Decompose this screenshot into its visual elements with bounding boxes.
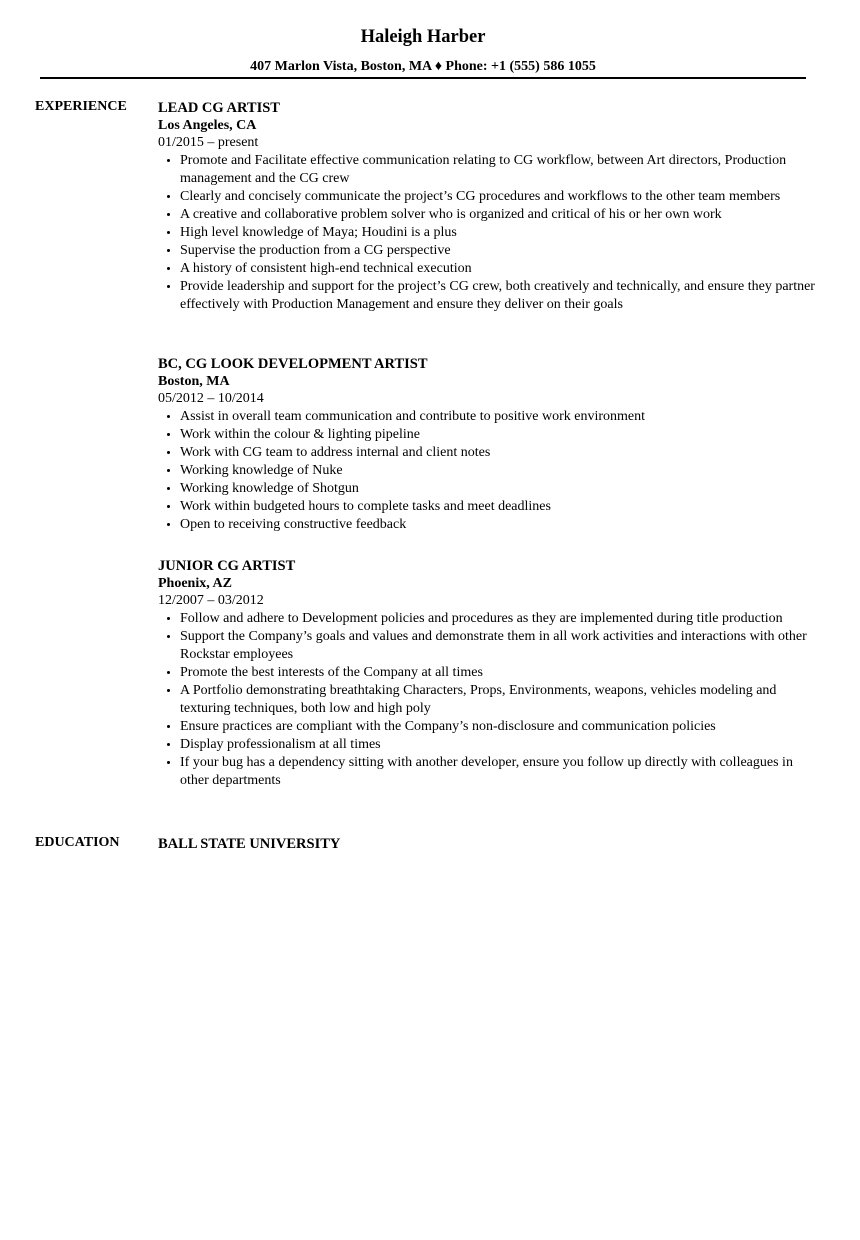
header-divider [40, 77, 806, 79]
job-entry [158, 557, 818, 790]
job-bullet: • If your bug has a dependency sitting with another developer, ensure you follow up directly with colleagues in other departments [180, 754, 818, 790]
experience-section-label: EXPERIENCE [35, 99, 127, 114]
job-bullet: • Supervise the production from a CG perspective [180, 242, 818, 260]
job-bullet: • Work within the colour & lighting pipeline [180, 426, 818, 444]
job-bullet: • Provide leadership and support for the project’s CG crew, both creatively and technically, and ensure they partner effectively with Production Management and ensure they deliver on their goals [180, 278, 818, 314]
job-dates: 05/2012 – 10/2014 [158, 391, 264, 406]
job-dates: 01/2015 – present [158, 135, 259, 150]
job-bullet: • A creative and collaborative problem solver who is organized and critical of his or her own work [180, 206, 818, 224]
job-entry [158, 355, 818, 534]
job-location: Boston, MA [158, 374, 230, 389]
job-bullet: • High level knowledge of Maya; Houdini is a plus [180, 224, 818, 242]
job-bullet: • A Portfolio demonstrating breathtaking Characters, Props, Environments, weapons, vehicles modeling and texturing techniques, both low and high poly [180, 682, 818, 718]
job-bullet: • Clearly and concisely communicate the project’s CG procedures and workflows to the other team members [180, 188, 818, 206]
job-entry [158, 99, 818, 314]
job-bullets [158, 152, 818, 314]
job-title: JUNIOR CG ARTIST [158, 558, 296, 574]
job-bullet: • Display professionalism at all times [180, 736, 818, 754]
job-title: BC, CG LOOK DEVELOPMENT ARTIST [158, 356, 428, 372]
job-bullet: • Follow and adhere to Development policies and procedures as they are implemented during title production [180, 610, 818, 628]
job-bullet: • Promote the best interests of the Company at all times [180, 664, 818, 682]
job-bullet: • Work with CG team to address internal and client notes [180, 444, 818, 462]
job-bullet: • Working knowledge of Nuke [180, 462, 818, 480]
job-bullet: • Open to receiving constructive feedback [180, 516, 818, 534]
job-dates: 12/2007 – 03/2012 [158, 593, 264, 608]
job-bullet: • Assist in overall team communication and contribute to positive work environment [180, 408, 818, 426]
job-bullet: • Working knowledge of Shotgun [180, 480, 818, 498]
candidate-name: Haleigh Harber [360, 27, 486, 47]
job-title: LEAD CG ARTIST [158, 100, 280, 116]
job-location: Phoenix, AZ [158, 576, 232, 591]
education-school: BALL STATE UNIVERSITY [158, 836, 341, 852]
job-bullet: • A history of consistent high-end technical execution [180, 260, 818, 278]
education-section-label: EDUCATION [35, 835, 120, 850]
job-bullets [158, 408, 818, 534]
job-bullet: • Promote and Facilitate effective communication relating to CG workflow, between Art directors, Production management and the CG crew [180, 152, 818, 188]
job-bullets [158, 610, 818, 790]
job-bullet: • Ensure practices are compliant with the Company’s non-disclosure and communication policies [180, 718, 818, 736]
job-bullet: • Support the Company’s goals and values and demonstrate them in all work activities and interactions with other Rockstar employees [180, 628, 818, 664]
job-location: Los Angeles, CA [158, 118, 257, 133]
contact-line: 407 Marlon Vista, Boston, MA ♦ Phone: +1 (555) 586 1055 [250, 59, 596, 74]
job-bullet: • Work within budgeted hours to complete tasks and meet deadlines [180, 498, 818, 516]
